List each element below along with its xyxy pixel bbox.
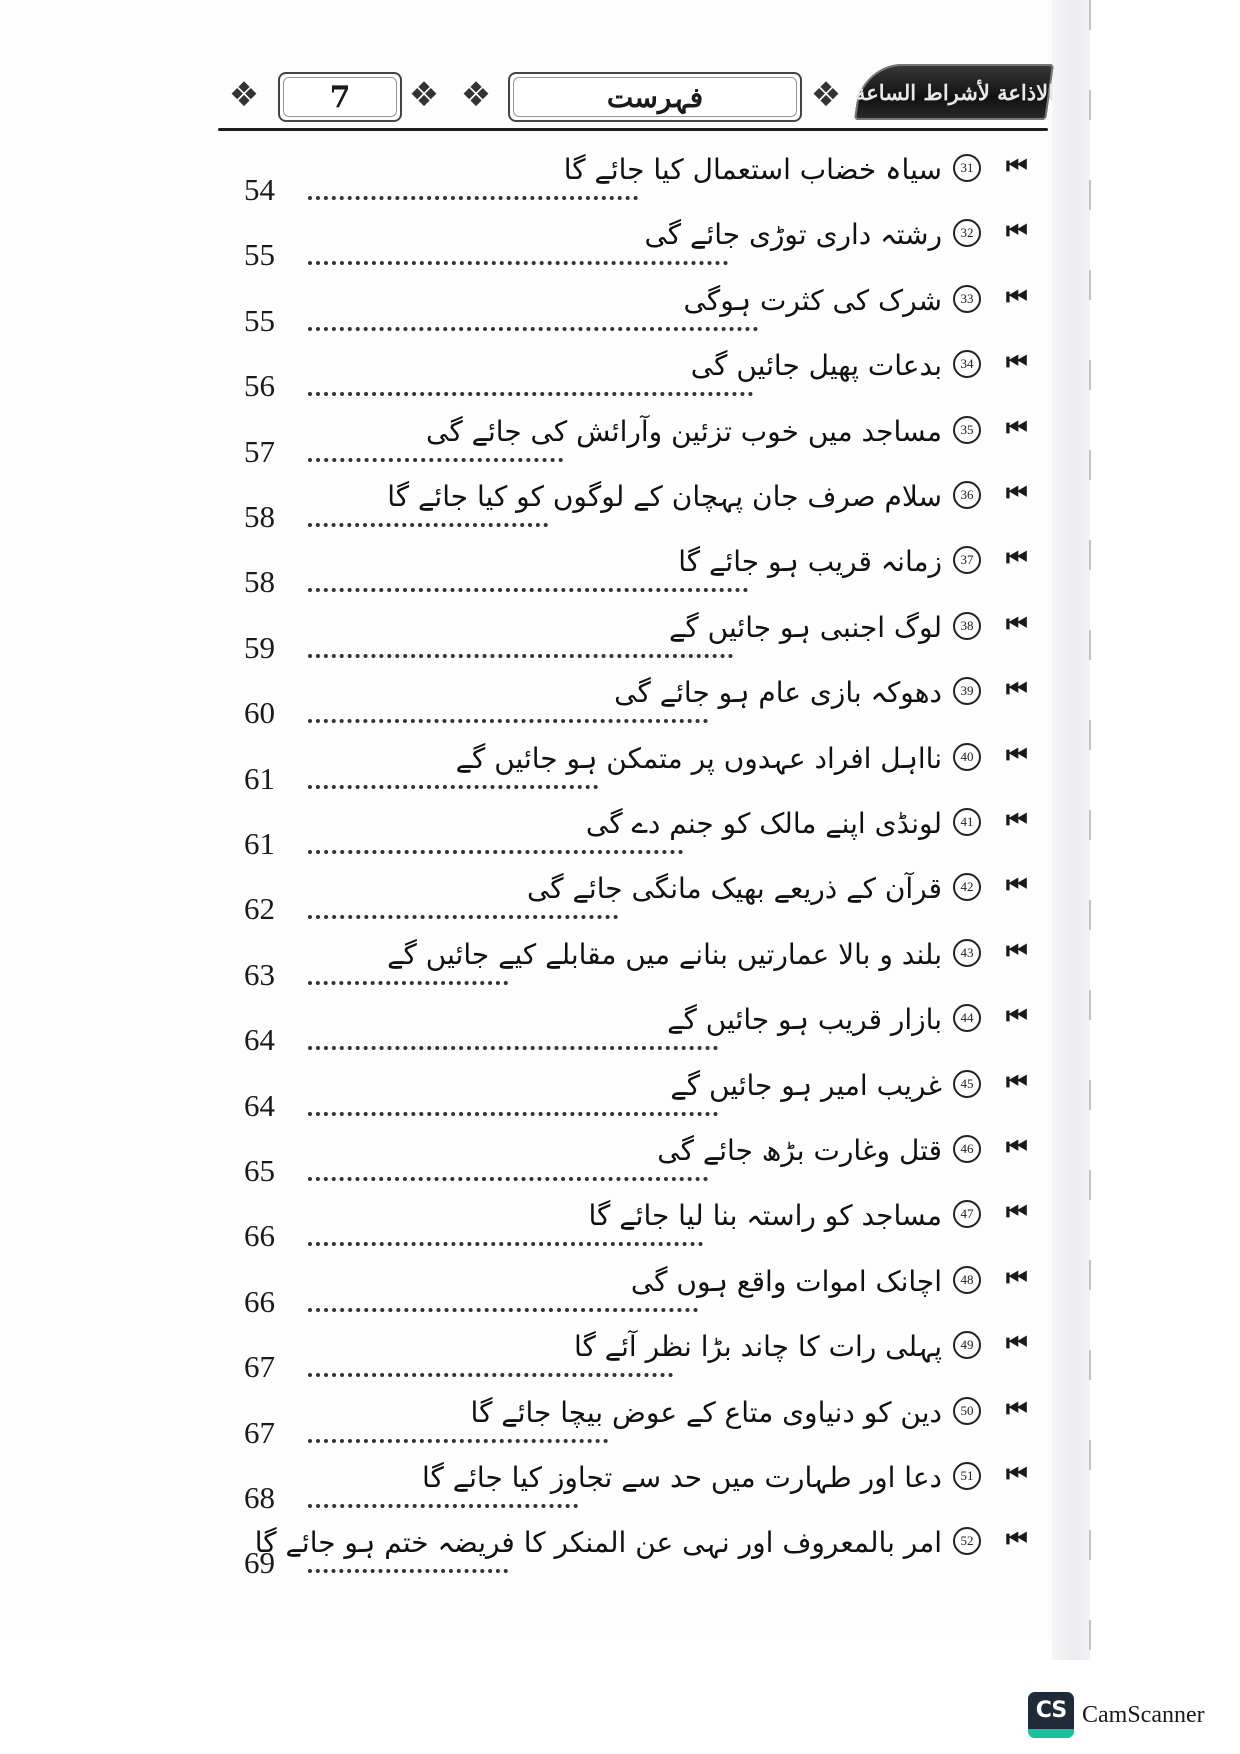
skip-back-icon: ⏮ <box>1006 1067 1022 1096</box>
dotted-leader <box>308 1038 718 1050</box>
skip-back-icon: ⏮ <box>1006 217 1022 246</box>
circled-number: 47 <box>953 1200 981 1228</box>
toc-entry <box>0 1066 1092 1130</box>
dotted-leader <box>308 1169 708 1181</box>
book-title-badge <box>854 64 1054 120</box>
toc-entry <box>0 1393 1092 1457</box>
toc-page-number: 67 <box>244 1414 275 1450</box>
toc-page-number: 57 <box>244 433 275 469</box>
dotted-leader <box>308 384 753 396</box>
dotted-leader <box>308 1104 718 1116</box>
toc-page-number: 61 <box>244 826 275 861</box>
circled-number: 41 <box>953 808 981 836</box>
circled-number: 35 <box>953 416 981 444</box>
circled-number: 33 <box>953 285 981 313</box>
toc-page-number: 66 <box>244 1283 275 1319</box>
skip-back-icon: ⏮ <box>1006 806 1022 834</box>
skip-back-icon: ⏮ <box>1006 609 1022 638</box>
toc-entry-title: شرک کی کثرت ہوگی <box>683 283 942 317</box>
toc-entry-title: مساجد کو راستہ بنا لیا جائے گا <box>588 1199 942 1233</box>
toc-entry <box>0 215 1092 279</box>
toc-page-number: 58 <box>244 499 275 534</box>
circled-number: 39 <box>953 677 981 705</box>
toc-entry <box>0 1000 1092 1064</box>
skip-back-icon: ⏮ <box>1006 1329 1022 1358</box>
book-title: الاذاعة لأشراط الساعة <box>854 79 1054 105</box>
page-number: 7 <box>329 79 351 115</box>
toc-entry-title: سیاہ خضاب استعمال کیا جائے گا <box>563 153 942 186</box>
skip-back-icon: ⏮ <box>1006 152 1022 180</box>
section-title-frame <box>508 72 802 122</box>
toc-entry-title: دعا اور طہارت میں حد سے تجاوز کیا جائے گا <box>421 1461 942 1494</box>
toc-entry <box>0 935 1092 999</box>
circled-number: 31 <box>953 154 981 182</box>
toc-entry <box>0 150 1092 214</box>
circled-number: 43 <box>953 939 981 967</box>
toc-entry-title: دین کو دنیاوی متاع کے عوض بیچا جائے گا <box>470 1395 942 1429</box>
skip-back-icon: ⏮ <box>1006 936 1022 965</box>
circled-number: 34 <box>953 350 981 378</box>
circled-number: 38 <box>953 612 981 640</box>
skip-back-icon: ⏮ <box>1006 479 1022 507</box>
toc-entry-title: بلند و بالا عمارتیں بنانے میں مقابلے کیے جائیں گے <box>387 937 942 971</box>
toc-page-number: 64 <box>244 1022 275 1058</box>
skip-back-icon: ⏮ <box>1006 1198 1022 1227</box>
circled-number: 36 <box>953 481 981 509</box>
toc-entry <box>0 412 1092 476</box>
skip-back-icon: ⏮ <box>1006 1460 1022 1488</box>
toc-page-number: 55 <box>244 237 275 273</box>
toc-page-number: 54 <box>244 172 275 207</box>
section-title: فہرست <box>606 80 704 114</box>
toc-entry-title: بازار قریب ہو جائیں گے <box>667 1003 942 1037</box>
skip-back-icon: ⏮ <box>1006 544 1022 573</box>
toc-entry-title: زمانہ قریب ہو جائے گا <box>678 545 942 579</box>
toc-entry <box>0 1327 1092 1391</box>
circled-number: 51 <box>953 1462 981 1490</box>
toc-entry-title: مساجد میں خوب تزئین وآرائش کی جائے گی <box>426 414 942 448</box>
toc-entry <box>0 1131 1092 1195</box>
toc-entry-title: سلام صرف جان پہچان کے لوگوں کو کیا جائے گا <box>387 480 942 513</box>
skip-back-icon: ⏮ <box>1006 413 1022 442</box>
toc-page-number: 67 <box>244 1349 275 1385</box>
circled-number: 40 <box>953 743 981 771</box>
toc-entry <box>0 542 1092 606</box>
ornament-icon: ❖ <box>460 75 492 115</box>
toc-page-number: 64 <box>244 1087 275 1123</box>
toc-entry <box>0 739 1092 803</box>
toc-page-number: 66 <box>244 1218 275 1254</box>
toc-page-number: 69 <box>244 1545 275 1581</box>
toc-entry <box>0 869 1092 933</box>
toc-entry-title: رشتہ داری توڑی جائے گی <box>644 218 942 252</box>
ornament-icon: ❖ <box>810 75 842 115</box>
toc-entry <box>0 1458 1092 1522</box>
camscanner-logo-icon: CS <box>1028 1692 1074 1738</box>
toc-entry <box>0 804 1092 868</box>
circled-number: 48 <box>953 1266 981 1294</box>
toc-entry-title: دھوکہ بازی عام ہو جائے گی <box>614 676 942 710</box>
circled-number: 52 <box>953 1527 981 1555</box>
toc-entry <box>0 346 1092 410</box>
toc-entry <box>0 673 1092 737</box>
camscanner-watermark <box>1028 1692 1205 1738</box>
toc-page-number: 65 <box>244 1153 275 1188</box>
toc-page-number: 60 <box>244 695 275 731</box>
toc-page-number: 59 <box>244 629 275 665</box>
skip-back-icon: ⏮ <box>1006 871 1022 900</box>
skip-back-icon: ⏮ <box>1006 1394 1022 1423</box>
toc-page-number: 58 <box>244 564 275 600</box>
skip-back-icon: ⏮ <box>1006 1263 1022 1292</box>
skip-back-icon: ⏮ <box>1006 1525 1022 1554</box>
circled-number: 45 <box>953 1070 981 1098</box>
toc-entry-title: بدعات پھیل جائیں گی <box>690 349 942 383</box>
circled-number: 46 <box>953 1135 981 1163</box>
toc-entry <box>0 608 1092 672</box>
toc-entry <box>0 477 1092 541</box>
skip-back-icon: ⏮ <box>1006 1002 1022 1031</box>
toc-entry-title: پہلی رات کا چاند بڑا نظر آئے گا <box>573 1330 942 1364</box>
circled-number: 44 <box>953 1004 981 1032</box>
circled-number: 37 <box>953 546 981 574</box>
toc-page-number: 61 <box>244 760 275 796</box>
toc-entry-title: قرآن کے ذریعے بھیک مانگی جائے گی <box>526 872 942 906</box>
circled-number: 32 <box>953 219 981 247</box>
toc-page-number: 68 <box>244 1480 275 1515</box>
toc-entry-title: غریب امیر ہو جائیں گے <box>670 1068 942 1102</box>
circled-number: 42 <box>953 873 981 901</box>
toc-page-number: 55 <box>244 302 275 338</box>
toc-entry <box>0 1523 1092 1587</box>
toc-entry-title: اچانک اموات واقع ہوں گی <box>630 1264 942 1298</box>
header-divider <box>218 128 1048 131</box>
ornament-icon: ❖ <box>408 75 440 115</box>
running-header <box>218 60 1054 132</box>
toc-entry-title: قتل وغارت بڑھ جائے گی <box>657 1134 942 1167</box>
toc-entry-title: لوگ اجنبی ہو جائیں گے <box>669 610 942 644</box>
toc-entry-title: نااہل افراد عہدوں پر متمکن ہو جائیں گے <box>455 741 942 775</box>
skip-back-icon: ⏮ <box>1006 675 1022 704</box>
page-number-frame <box>278 72 402 122</box>
circled-number: 50 <box>953 1397 981 1425</box>
toc-entry <box>0 281 1092 345</box>
toc-entry-title: لونڈی اپنے مالک کو جنم دے گی <box>585 807 942 840</box>
circled-number: 49 <box>953 1331 981 1359</box>
skip-back-icon: ⏮ <box>1006 1133 1022 1161</box>
toc-page-number: 63 <box>244 956 275 992</box>
skip-back-icon: ⏮ <box>1006 740 1022 769</box>
toc-page-number: 62 <box>244 891 275 927</box>
skip-back-icon: ⏮ <box>1006 282 1022 311</box>
skip-back-icon: ⏮ <box>1006 348 1022 377</box>
toc-entry-title: امر بالمعروف اور نہی عن المنکر کا فریضہ ختم ہو جائے گا <box>254 1526 942 1560</box>
toc-entry <box>0 1196 1092 1260</box>
toc-page-number: 56 <box>244 368 275 404</box>
camscanner-label: CamScanner <box>1082 1701 1205 1728</box>
toc-entry <box>0 1262 1092 1326</box>
ornament-icon: ❖ <box>228 75 260 115</box>
